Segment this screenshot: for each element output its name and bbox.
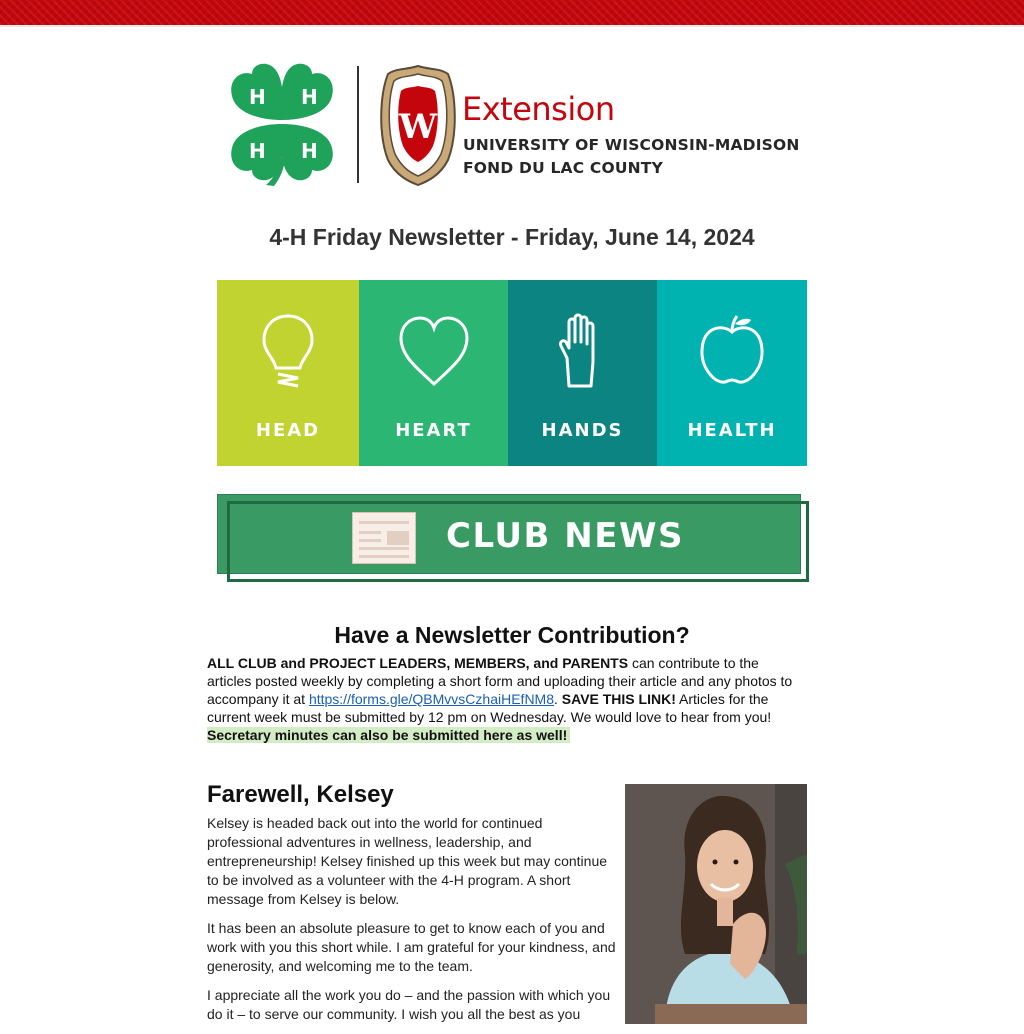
contribution-form-link[interactable]: https://forms.gle/QBMvvsCzhaiHEfNM8	[308, 691, 554, 707]
pillar-label: HANDS	[541, 420, 624, 441]
newsletter-title: 4-H Friday Newsletter - Friday, June 14, 2024	[269, 224, 755, 250]
pillar-hands	[508, 280, 657, 466]
pillar-label: HEART	[395, 420, 472, 441]
save-link-note: SAVE THIS LINK!	[561, 691, 676, 707]
svg-text:H: H	[301, 139, 318, 163]
hand-icon	[555, 312, 611, 392]
contribution-text: ALL CLUB and PROJECT LEADERS, MEMBERS, and PARENTS can contribute to the articles posted weekly by completing a short form and uploading their article and any photos to accompany it at https://forms.gle/QBMvvsCzhaiHEfNM8. SAVE THIS LINK! Articles for the current week must be submitted by 12 pm on Wednesday. We would love to hear from you! Secretary minutes can also be submitted here as well!	[207, 655, 793, 743]
university-name: UNIVERSITY OF WISCONSIN-MADISON	[463, 136, 800, 154]
extension-wordmark: Extension	[462, 90, 615, 128]
article-paragraph: I appreciate all the work you do – and the passion with which you do it – to serve our community. I wish you all the best as you	[207, 987, 611, 1022]
pillar-head	[217, 280, 359, 466]
svg-text:W: W	[398, 107, 438, 147]
apple-icon	[697, 312, 767, 392]
secretary-minutes-note: Secretary minutes can also be submitted here as well!	[207, 727, 570, 743]
svg-text:H: H	[301, 85, 318, 109]
pillar-label: HEAD	[255, 420, 321, 441]
lightbulb-icon	[258, 312, 318, 392]
pillar-heart	[359, 280, 508, 466]
kelsey-photo	[625, 784, 807, 1024]
svg-text:H: H	[249, 139, 266, 163]
portrait-image	[625, 784, 807, 1024]
pillar-label: HEALTH	[687, 420, 777, 441]
4h-clover-logo	[222, 62, 342, 187]
four-h-pillars-banner	[217, 280, 807, 466]
article-paragraph: It has been an absolute pleasure to get to know each of you and work with you this short while. I am grateful for your kindness, and generosity, and welcoming me to the team.	[207, 920, 616, 974]
article-paragraph: Kelsey is headed back out into the world for continued professional adventures in wellness, leadership, and entrepreneurship! Kelsey finished up this week but may continue to be involved as a volunteer with the 4-H program. A short message from Kelsey is below.	[207, 815, 608, 907]
uw-crest-logo	[378, 64, 458, 186]
club-news-banner	[217, 494, 811, 584]
contribution-heading: Have a Newsletter Contribution?	[334, 622, 690, 648]
contribution-lead: ALL CLUB and PROJECT LEADERS, MEMBERS, and PARENTS	[207, 655, 629, 671]
county-name: FOND DU LAC COUNTY	[463, 159, 663, 177]
farewell-article	[207, 814, 617, 1034]
pillar-health	[657, 280, 807, 466]
farewell-heading: Farewell, Kelsey	[207, 781, 394, 808]
header-logos	[222, 62, 802, 187]
heart-icon	[397, 312, 471, 392]
logo-divider	[357, 66, 359, 183]
svg-text:H: H	[249, 85, 266, 109]
top-border-bar	[0, 0, 1024, 27]
club-news-label: CLUB NEWS	[446, 516, 684, 556]
newspaper-icon	[352, 512, 416, 564]
